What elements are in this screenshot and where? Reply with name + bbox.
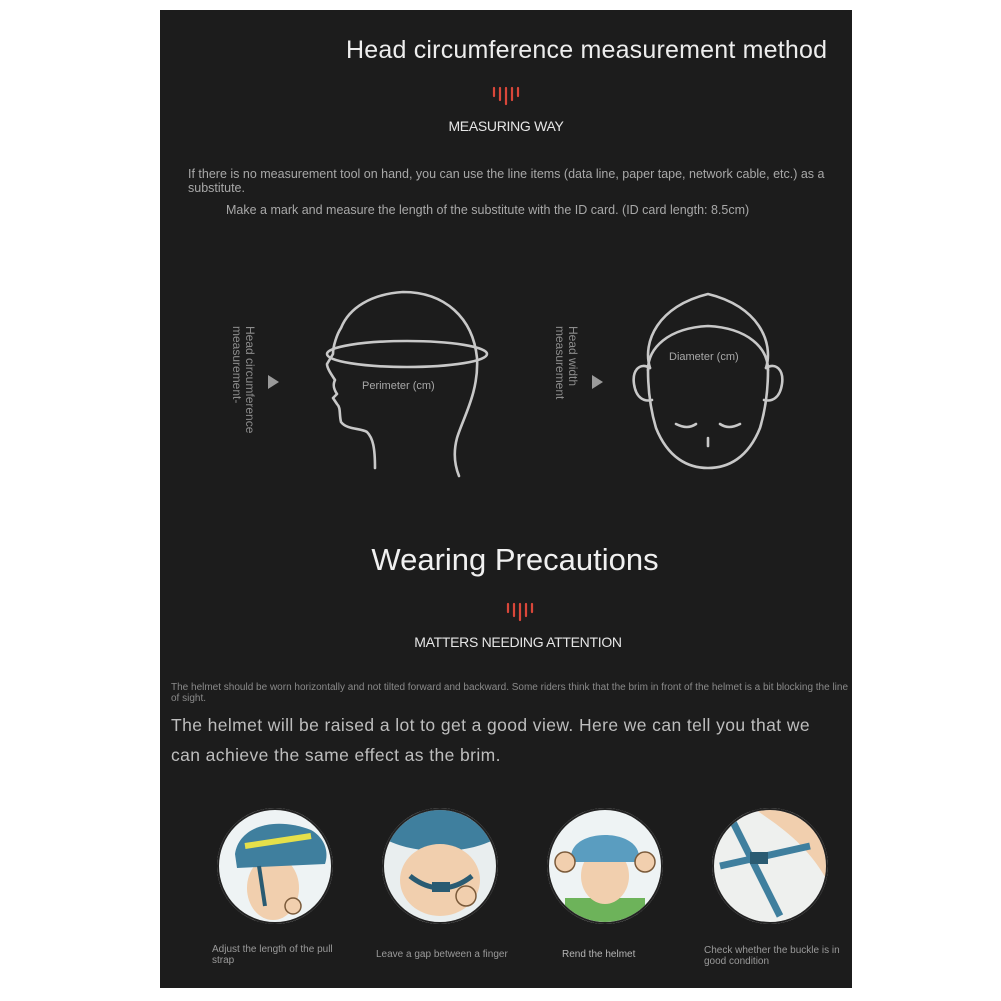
precautions-subtitle: MATTERS NEEDING ATTENTION [414,634,622,650]
check-buckle-illustration [710,806,830,926]
measurement-paragraph-1: If there is no measurement tool on hand, you can use the line items (data line, paper tape, network cable, etc.) as a substitute. [188,167,825,195]
measurement-subtitle: MEASURING WAY [448,118,564,134]
arrow-right-icon [268,375,279,389]
front-head-illustration [628,288,788,478]
measurement-paragraph-2: Make a mark and measure the length of the substitute with the ID card. (ID card length: 8.5cm) [226,203,750,217]
product-info-panel [160,10,852,988]
adjust-strap-illustration [215,806,335,926]
measurement-title: Head circumference measurement method [346,36,828,64]
head-width-label: Head width measurement [553,326,580,400]
wear-helmet-illustration [545,806,665,926]
step-caption: Adjust the length of the pull strap [212,944,333,966]
finger-gap-illustration [380,806,500,926]
diameter-label: Diameter (cm) [669,351,739,363]
precautions-small-text: The helmet should be worn horizontally and not tilted forward and backward. Some riders think that the brim in front of the helmet is a bit blocking the line of sight. [171,682,849,704]
step-caption: Rend the helmet [562,949,636,960]
precautions-big-text: The helmet will be raised a lot to get a good view. Here we can tell you that we can achieve the same effect as the brim. [171,715,810,765]
step-caption: Leave a gap between a finger [376,949,508,960]
precautions-title: Wearing Precautions [371,542,659,577]
step-caption: Check whether the buckle is in good condition [704,945,840,967]
red-bars-icon [506,602,534,622]
arrow-right-icon [592,375,603,389]
head-circumference-label: Head circumference measurement- [230,326,257,434]
red-bars-icon [492,86,520,106]
perimeter-label: Perimeter (cm) [362,380,435,392]
